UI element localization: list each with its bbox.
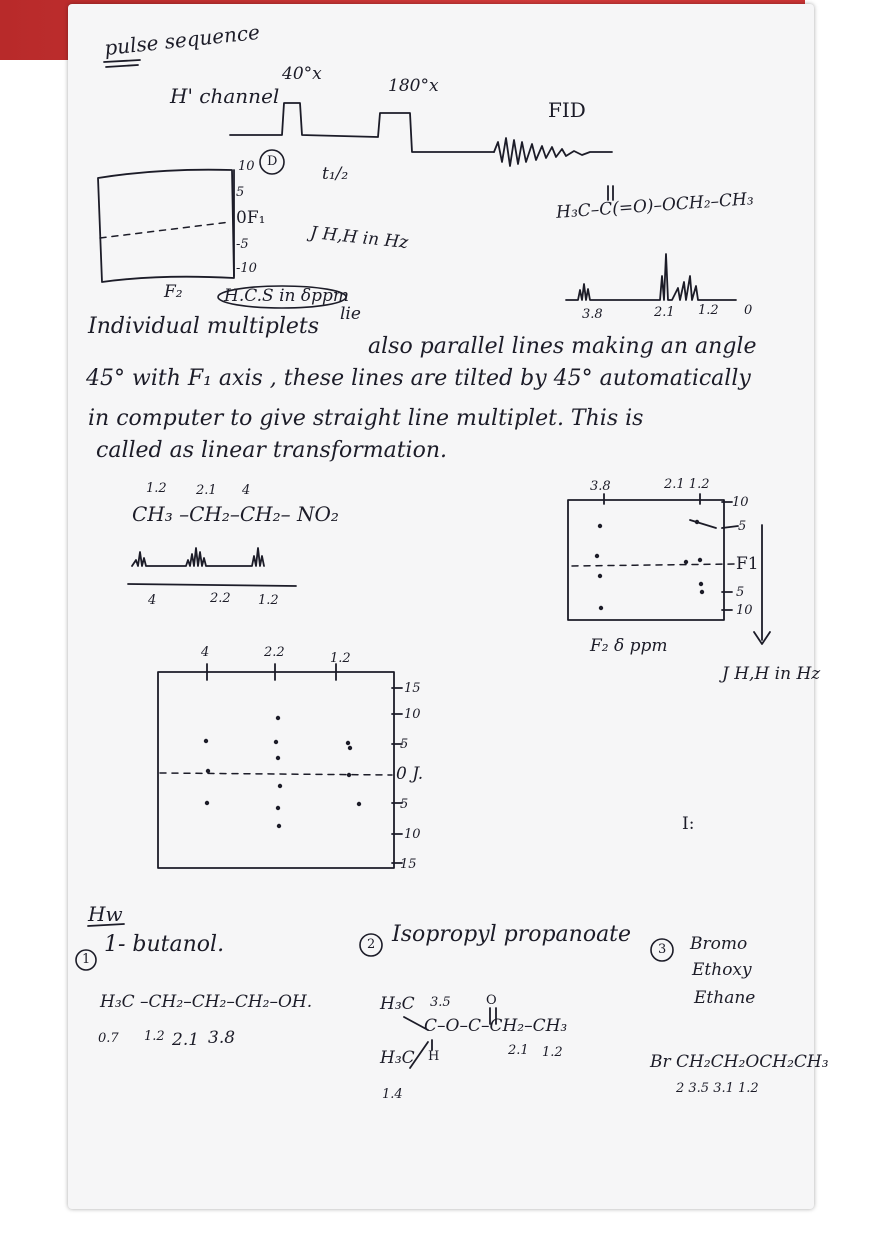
paragraph-line-4: called as linear transformation. bbox=[96, 438, 447, 463]
hw-name-1: 1- butanol. bbox=[104, 932, 225, 957]
hw-shift-2: 1.2 bbox=[542, 1045, 563, 1060]
spectrum1-box bbox=[98, 170, 234, 282]
hw-shift-2: 3.5 bbox=[430, 995, 451, 1010]
fid-label: FID bbox=[548, 98, 586, 122]
plot-big-dot bbox=[278, 784, 282, 788]
fid-wave bbox=[494, 138, 612, 166]
plot-small-dot bbox=[599, 606, 603, 610]
plot-big-right-tick: 15 bbox=[400, 857, 417, 872]
peak-label: 2.1 bbox=[654, 305, 675, 320]
paragraph-line-1a: Individual multiplets bbox=[88, 314, 320, 339]
t-half-label: t₁/₂ bbox=[322, 164, 349, 184]
plot-big-right-tick: 10 bbox=[404, 827, 421, 842]
hw-num-1: 1 bbox=[82, 952, 91, 967]
ester-h: H bbox=[428, 1049, 440, 1064]
paragraph-line-1c: also parallel lines making an angle bbox=[368, 334, 757, 359]
plot-small-dot bbox=[695, 520, 699, 524]
plot-big-dashed-axis bbox=[160, 773, 392, 775]
plot-small-right-tick: 10 bbox=[732, 495, 749, 510]
f1-tick: 10 bbox=[238, 159, 255, 174]
nitro-shift: 4 bbox=[242, 483, 251, 498]
circled-d-label: D bbox=[267, 154, 278, 169]
plot-big-dot bbox=[204, 739, 208, 743]
plot-small-top-label: 2.1 1.2 bbox=[664, 477, 710, 492]
spectrum1-peaks bbox=[566, 254, 736, 300]
nitro-scale: 4 bbox=[148, 593, 157, 608]
plot-big-right-tick: 0 J. bbox=[396, 764, 424, 784]
plot-big-dot bbox=[276, 756, 280, 760]
plot-big-top-label: 2.2 bbox=[264, 645, 285, 660]
plot-small-dot bbox=[684, 560, 688, 564]
pulse-sequence-line bbox=[230, 103, 494, 152]
plot-small-dot bbox=[700, 590, 704, 594]
plot-big-right-tick: 5 bbox=[400, 737, 409, 752]
hw-name-3c: Ethane bbox=[694, 988, 756, 1008]
plot-big-dot bbox=[346, 741, 350, 745]
f1-tick: -5 bbox=[236, 237, 249, 252]
spectrum1-dashed-axis bbox=[100, 222, 230, 238]
plot-small-dot bbox=[598, 574, 602, 578]
nitro-shift: 1.2 bbox=[146, 481, 167, 496]
plot-small-right-tick: 5 bbox=[738, 519, 747, 534]
paragraph-line-1b: lie bbox=[340, 304, 361, 324]
hw-formula-1: H₃C –CH₂–CH₂–CH₂–OH. bbox=[100, 992, 313, 1012]
pulse-1-label: 40°x bbox=[282, 64, 322, 84]
plot-small-j-label: J H,H in Hz bbox=[722, 664, 821, 684]
plot-small-dashed-axis bbox=[572, 564, 734, 566]
f1-tick: -10 bbox=[236, 261, 257, 276]
paragraph-line-3: in computer to give straight line multiplet. This is bbox=[88, 406, 644, 431]
hw-formula-2c: H₃C bbox=[380, 1048, 415, 1068]
plot-big-top-label: 4 bbox=[201, 645, 210, 660]
hw-name-3a: Bromo bbox=[690, 934, 748, 954]
plot-small-dot bbox=[598, 524, 602, 528]
plot-small-dot bbox=[595, 554, 599, 558]
hcs-label: H.C.S in δppm bbox=[224, 286, 349, 306]
plot-small-bottom-label: F₂ δ ppm bbox=[590, 636, 668, 656]
peak-label: 3.8 bbox=[582, 307, 603, 322]
nitro-baseline bbox=[128, 584, 296, 586]
plot-big-dot bbox=[276, 806, 280, 810]
plot-big-dot bbox=[277, 824, 281, 828]
heading-underline bbox=[104, 60, 140, 62]
f1-tick: 0F₁ bbox=[236, 208, 266, 228]
plot-big-box bbox=[158, 672, 394, 868]
hw-label: Hw bbox=[88, 902, 123, 926]
nitro-scale: 2.2 bbox=[210, 591, 231, 606]
hw-num-2: 2 bbox=[367, 937, 376, 952]
plot-big-right-tick: 15 bbox=[404, 681, 421, 696]
plot-big-dot bbox=[348, 746, 352, 750]
f1-tick: 5 bbox=[236, 185, 245, 200]
hw-shift-1: 0.7 bbox=[98, 1031, 119, 1046]
plot-big-dot bbox=[347, 773, 351, 777]
jhh-label: J H,H in Hz bbox=[309, 222, 410, 254]
plot-small-right-tick: 10 bbox=[736, 603, 753, 618]
plot-big-dot bbox=[205, 801, 209, 805]
plot-small-top-label: 3.8 bbox=[590, 479, 611, 494]
hw-shifts-3: 2 3.5 3.1 1.2 bbox=[676, 1081, 759, 1096]
hw-shift-1: 1.2 bbox=[144, 1029, 165, 1044]
plot-big-dot bbox=[274, 740, 278, 744]
peak-label: 1.2 bbox=[698, 303, 719, 318]
pulse-sequence-heading: pulse sequence bbox=[103, 19, 261, 61]
plot-small-dot bbox=[699, 582, 703, 586]
plot-big-right-tick: 10 bbox=[404, 707, 421, 722]
plot-big-dot bbox=[276, 716, 280, 720]
paragraph-line-2: 45° with F₁ axis , these lines are tilted by 45° automatically bbox=[86, 366, 751, 391]
plot-small-dot bbox=[698, 558, 702, 562]
hw-shift-1: 3.8 bbox=[208, 1028, 236, 1048]
hw-num-3: 3 bbox=[658, 942, 667, 957]
hw-shift-1: 2.1 bbox=[172, 1030, 200, 1050]
plot-small-right-tick: F1 bbox=[736, 554, 759, 574]
pulse-2-label: 180°x bbox=[388, 76, 439, 96]
ester-molecule: H₃C–C(=O)–OCH₂–CH₃ bbox=[555, 189, 755, 223]
nitro-peaks bbox=[132, 548, 264, 566]
h-channel-label: H' channel bbox=[170, 84, 280, 108]
carbonyl-o: O bbox=[486, 993, 497, 1008]
plot-big-dot bbox=[357, 802, 361, 806]
hw-formula-2b: C–O–C–CH₂–CH₃ bbox=[424, 1016, 568, 1036]
hw-name-2: Isopropyl propanoate bbox=[392, 922, 632, 947]
nitro-formula: CH₃ –CH₂–CH₂– NO₂ bbox=[132, 502, 339, 526]
hw-shift-2: 2.1 bbox=[508, 1043, 529, 1058]
plot-big-right-tick: 5 bbox=[400, 797, 409, 812]
plot-small-right-tick: 5 bbox=[736, 585, 745, 600]
plot-big-top-label: 1.2 bbox=[330, 651, 351, 666]
heading-underline-2 bbox=[106, 65, 138, 67]
f2-label: F₂ bbox=[164, 282, 183, 302]
hw-formula-3: Br CH₂CH₂OCH₂CH₃ bbox=[650, 1052, 829, 1072]
side-mark: I: bbox=[682, 814, 695, 834]
hw-formula-2a: H₃C bbox=[380, 994, 415, 1014]
peak-label: 0 bbox=[744, 303, 753, 318]
plot-big-dot bbox=[206, 769, 210, 773]
hw-name-3b: Ethoxy bbox=[692, 960, 752, 980]
hw-shift-2: 1.4 bbox=[382, 1087, 403, 1102]
nitro-scale: 1.2 bbox=[258, 593, 279, 608]
nitro-shift: 2.1 bbox=[196, 483, 217, 498]
plot-small-mark bbox=[690, 520, 716, 528]
